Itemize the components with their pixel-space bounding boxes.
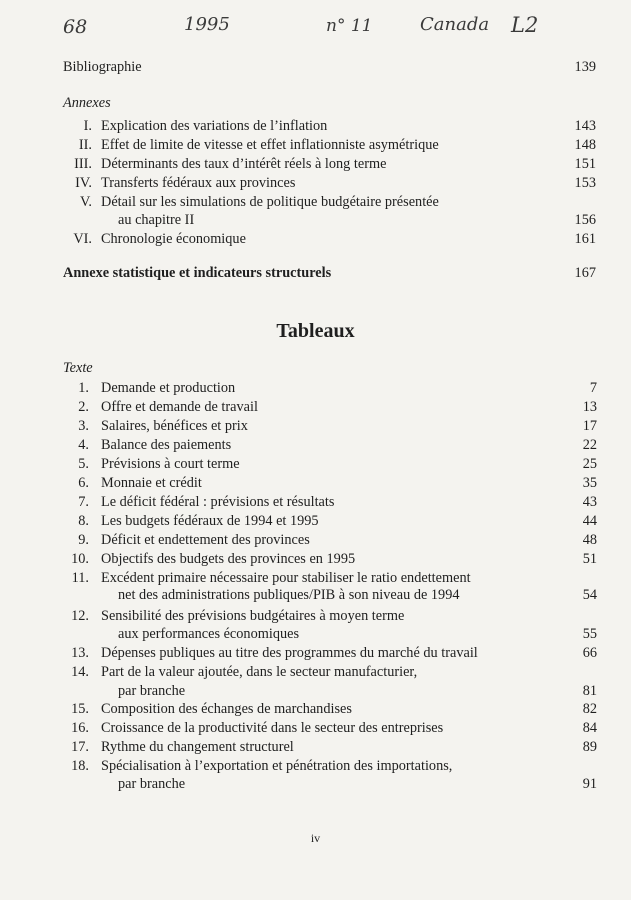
toc-entry [0,454,631,474]
entry-number: V. [79,194,92,210]
handwritten-note: 1995 [184,14,230,35]
entry-title: Transferts fédéraux aux provinces [101,175,296,191]
entry-number: 4. [78,437,89,453]
handwritten-annotations [0,14,631,48]
toc-entry [0,229,631,249]
entry-title: Croissance de la productivité dans le secteur des entreprises [101,720,444,736]
toc-entry [0,397,631,417]
entry-title: Demande et production [101,380,236,396]
entry-page: 48 [582,532,597,548]
toc-entry-continuation [0,624,631,644]
entry-number: 5. [78,456,89,472]
entry-title: Dépenses publiques au titre des programmes du marché du travail [101,645,478,661]
toc-entry [0,173,631,193]
entry-title: Explication des variations de l’inflation [101,118,328,134]
entry-page: 81 [582,683,597,699]
entry-page: 148 [574,137,596,153]
entry-number: VI. [73,231,92,247]
entry-title: Les budgets fédéraux de 1994 et 1995 [101,513,319,529]
toc-entry [0,756,631,776]
entry-title: Bibliographie [63,59,142,75]
entry-number: 6. [78,475,89,491]
entry-number: II. [78,137,92,153]
toc-entry [0,154,631,174]
entry-number: 12. [71,608,89,624]
entry-number: 9. [78,532,89,548]
page-folio: iv [310,831,321,845]
entry-page: 156 [574,212,596,228]
entry-page: 91 [582,776,597,792]
handwritten-note: L2 [511,13,539,37]
entry-page: 44 [582,513,597,529]
entry-page: 161 [574,231,596,247]
entry-title: Excédent primaire nécessaire pour stabiliser le ratio endettement [101,570,471,586]
toc-entry [0,473,631,493]
handwritten-note: 68 [63,16,88,38]
handwritten-note: Canada [420,14,490,35]
entry-title: Offre et demande de travail [101,399,258,415]
toc-entry-statistical-annex [0,263,631,283]
toc-entry [0,606,631,626]
entry-number: 11. [71,570,89,586]
section-label: Texte [63,360,93,376]
toc-entry-continuation [0,681,631,701]
entry-number: 16. [71,720,89,736]
entry-number: 1. [78,380,89,396]
entry-page: 84 [582,720,597,736]
entry-number: 14. [71,664,89,680]
entry-title: Balance des paiements [101,437,232,453]
entry-number: 17. [71,739,89,755]
entry-number: 2. [78,399,89,415]
toc-entry [0,643,631,663]
entry-number: 3. [78,418,89,434]
entry-page: 17 [582,418,597,434]
section-label: Annexes [63,95,111,111]
entry-page: 7 [589,380,597,396]
entry-number: 13. [71,645,89,661]
toc-entry-bibliography [0,57,631,77]
entry-page: 82 [582,701,597,717]
entry-number: I. [83,118,92,134]
toc-entry [0,416,631,436]
entry-title-continued: net des administrations publiques/PIB à son niveau de 1994 [118,587,460,603]
entry-title: Rythme du changement structurel [101,739,294,755]
toc-entry [0,530,631,550]
toc-entry [0,116,631,136]
handwritten-note: n° 11 [326,16,373,36]
entry-page: 89 [582,739,597,755]
entry-title-continued: aux performances économiques [118,626,300,642]
toc-entry [0,699,631,719]
entry-page: 22 [582,437,597,453]
entry-title: Effet de limite de vitesse et effet inflationniste asymétrique [101,137,439,153]
toc-entry [0,378,631,398]
entry-page: 35 [582,475,597,491]
entry-number: 10. [71,551,89,567]
entry-page: 55 [582,626,597,642]
entry-page: 43 [582,494,597,510]
entry-number: 15. [71,701,89,717]
entry-page: 25 [582,456,597,472]
toc-entry [0,737,631,757]
entry-page: 151 [574,156,596,172]
entry-title: Sensibilité des prévisions budgétaires à moyen terme [101,608,405,624]
entry-title: Détail sur les simulations de politique budgétaire présentée [101,194,439,210]
toc-entry [0,511,631,531]
toc-entry-continuation [0,774,631,794]
toc-entry [0,662,631,682]
entry-number: 18. [71,758,89,774]
entry-title: Part de la valeur ajoutée, dans le secteur manufacturier, [101,664,418,680]
toc-entry-continuation [0,585,631,605]
entry-page: 13 [582,399,597,415]
entry-title: Salaires, bénéfices et prix [101,418,248,434]
entry-title-continued: par branche [118,683,186,699]
toc-entry [0,549,631,569]
entry-title: Objectifs des budgets des provinces en 1995 [101,551,356,567]
entry-title: Annexe statistique et indicateurs structurels [63,265,332,281]
entry-title: Chronologie économique [101,231,246,247]
entry-title: Composition des échanges de marchandises [101,701,352,717]
entry-title: Spécialisation à l’exportation et pénétration des importations, [101,758,453,774]
entry-number: 7. [78,494,89,510]
tables-section-label [0,358,631,378]
entry-page: 139 [574,59,596,75]
toc-entry [0,435,631,455]
entry-title: Déterminants des taux d’intérêt réels à long terme [101,156,387,172]
entry-page: 167 [574,265,596,281]
tables-heading: Tableaux [276,320,355,342]
entry-number: IV. [75,175,92,191]
entry-title-continued: au chapitre II [118,212,195,228]
entry-title: Monnaie et crédit [101,475,202,491]
entry-number: 8. [78,513,89,529]
toc-entry [0,492,631,512]
toc-entry-continuation [0,210,631,230]
entry-title: Le déficit fédéral : prévisions et résultats [101,494,335,510]
annexes-label [0,93,631,113]
entry-title-continued: par branche [118,776,186,792]
toc-entry [0,192,631,212]
entry-number: III. [74,156,92,172]
entry-page: 143 [574,118,596,134]
entry-page: 51 [582,551,597,567]
entry-title: Prévisions à court terme [101,456,240,472]
entry-page: 54 [582,587,597,603]
entry-page: 66 [582,645,597,661]
toc-entry [0,718,631,738]
entry-title: Déficit et endettement des provinces [101,532,310,548]
toc-entry [0,135,631,155]
entry-page: 153 [574,175,596,191]
